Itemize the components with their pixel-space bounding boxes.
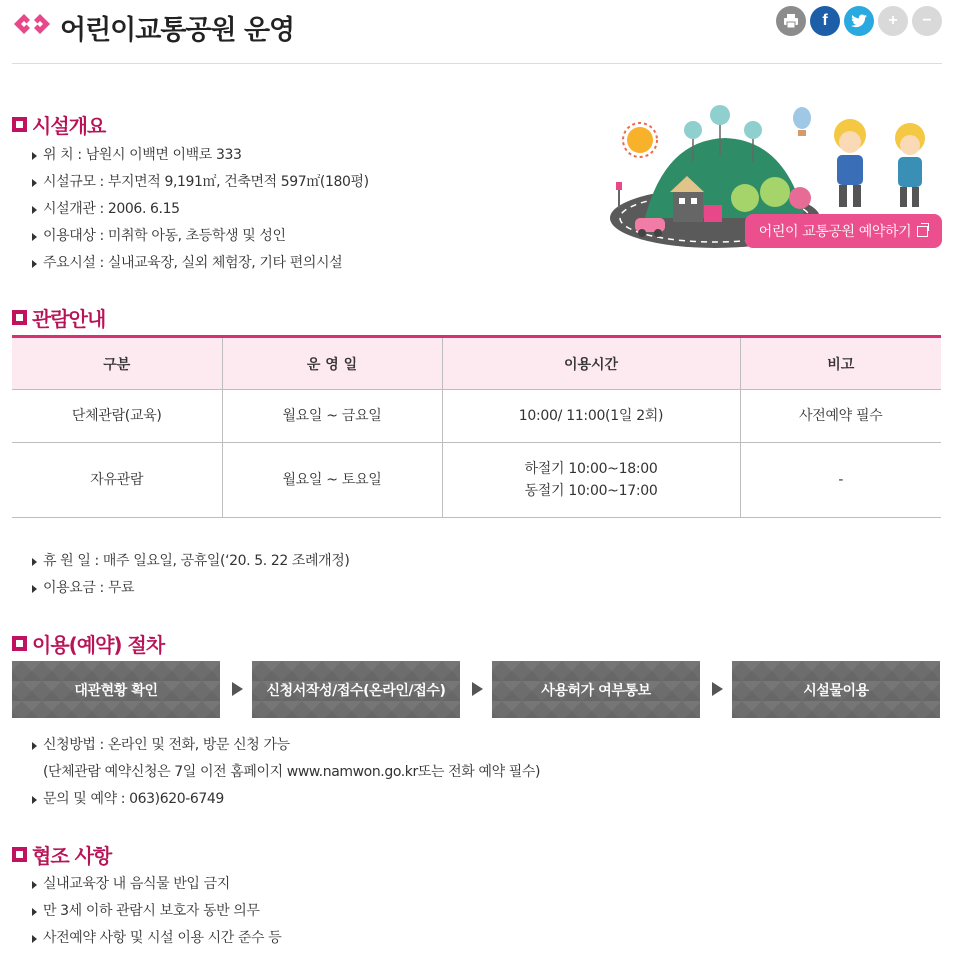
- viewing-list: [32, 548, 350, 602]
- overview-list: [32, 142, 369, 277]
- procedure-list: [32, 732, 540, 813]
- facebook-icon: f: [822, 12, 828, 29]
- table-cell: 월요일 ~ 토요일: [222, 443, 442, 518]
- step-box: 사용허가 여부통보: [492, 661, 700, 718]
- column-header: 비고: [740, 337, 941, 390]
- twitter-icon: [851, 14, 867, 28]
- reserve-button-label: 어린이 교통공원 예약하기: [758, 224, 912, 240]
- list-item: 위 치 : 남원시 이백면 이백로 333: [32, 142, 369, 169]
- page-title: 어린이교통공원 운영: [60, 15, 295, 46]
- arrow-right-icon: [472, 682, 483, 696]
- section-title: 시설개요: [32, 114, 106, 138]
- column-header: 이용시간: [442, 337, 740, 390]
- column-header: 운 영 일: [222, 337, 442, 390]
- section-heading-overview: [12, 110, 105, 139]
- list-item: 시설개관 : 2006. 6.15: [32, 196, 369, 223]
- table-cell: 사전예약 필수: [740, 390, 941, 443]
- section-heading-cooperation: [12, 840, 111, 869]
- arrow-right-icon: [712, 682, 723, 696]
- column-header: 구분: [12, 337, 222, 390]
- minus-icon: −: [922, 12, 932, 29]
- table-cell: 단체관람(교육): [12, 390, 222, 443]
- time-line: 하절기 10:00~18:00: [524, 461, 658, 477]
- square-bullet-icon: [12, 117, 27, 132]
- twitter-share-button[interactable]: [844, 6, 874, 36]
- square-bullet-icon: [12, 310, 27, 325]
- table-cell: 자유관람: [12, 443, 222, 518]
- table-header-row: [12, 337, 941, 390]
- print-button[interactable]: [776, 6, 806, 36]
- time-line: 동절기 10:00~17:00: [524, 483, 658, 499]
- list-item-note: (단체관람 예약신청은 7일 이전 홈페이지 www.namwon.go.kr또는 전화 예약 필수): [43, 764, 541, 780]
- section-title: 관람안내: [32, 307, 106, 331]
- list-item: 휴 원 일 : 매주 일요일, 공휴일(‘20. 5. 22 조례개정): [32, 548, 350, 575]
- list-item: 사전예약 사항 및 시설 이용 시간 준수 등: [32, 925, 281, 952]
- table-cell: 10:00/ 11:00(1일 2회): [442, 390, 740, 443]
- zoom-in-button[interactable]: [878, 6, 908, 36]
- list-item: 이용대상 : 미취학 아동, 초등학생 및 성인: [32, 223, 369, 250]
- external-link-icon: [917, 226, 928, 237]
- share-toolbar: [776, 6, 942, 36]
- step-box: 신청서작성/접수(온라인/접수): [252, 661, 460, 718]
- list-item: 이용요금 : 무료: [32, 575, 350, 602]
- section-title: 이용(예약) 절차: [32, 633, 165, 657]
- table-cell: 월요일 ~ 금요일: [222, 390, 442, 443]
- section-heading-procedure: [12, 629, 164, 658]
- table-cell: -: [740, 443, 941, 518]
- plus-icon: +: [888, 12, 898, 29]
- table-row: [12, 443, 941, 518]
- table-row: [12, 390, 941, 443]
- step-box: 대관현황 확인: [12, 661, 220, 718]
- table-cell: [442, 443, 740, 518]
- list-item: 시설규모 : 부지면적 9,191㎡, 건축면적 597㎡(180평): [32, 169, 369, 196]
- facebook-share-button[interactable]: [810, 6, 840, 36]
- square-bullet-icon: [12, 636, 27, 651]
- step-box: 시설물이용: [732, 661, 940, 718]
- list-item: 문의 및 예약 : 063)620-6749: [32, 786, 540, 813]
- procedure-steps: [12, 661, 941, 718]
- viewing-table: [12, 335, 941, 518]
- reserve-button[interactable]: [745, 214, 942, 248]
- title-logo-icon: [12, 12, 52, 36]
- zoom-out-button[interactable]: [912, 6, 942, 36]
- section-title: 협조 사항: [32, 844, 112, 868]
- list-item: 신청방법 : 온라인 및 전화, 방문 신청 가능: [32, 732, 540, 759]
- list-item: 만 3세 이하 관람시 보호자 동반 의무: [32, 898, 281, 925]
- list-item: 주요시설 : 실내교육장, 실외 체험장, 기타 편의시설: [32, 250, 369, 277]
- printer-icon: [783, 13, 799, 29]
- cooperation-list: [32, 871, 281, 952]
- square-bullet-icon: [12, 847, 27, 862]
- list-item: 실내교육장 내 음식물 반입 금지: [32, 871, 281, 898]
- page-header: [12, 6, 942, 64]
- section-heading-viewing: [12, 303, 105, 332]
- arrow-right-icon: [232, 682, 243, 696]
